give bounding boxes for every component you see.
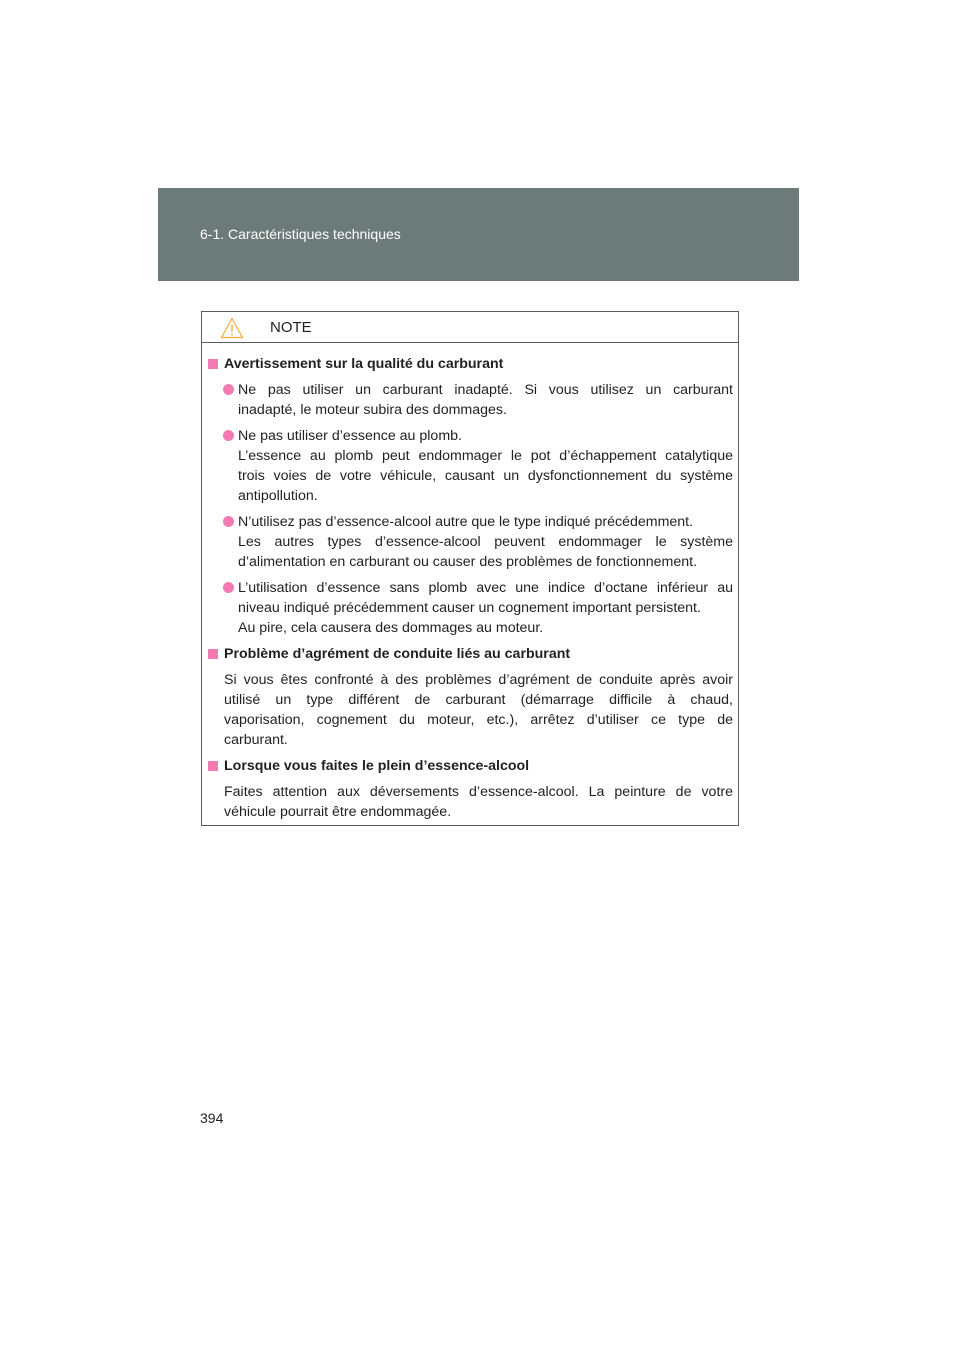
circle-bullet-icon [223, 384, 234, 395]
section-title: 6-1. Caractéristiques techniques [200, 226, 401, 242]
text-line: antipollution. [238, 488, 318, 504]
text-line: niveau indiqué précédemment causer un cognement important persistent. [238, 600, 701, 616]
note-box [201, 311, 739, 826]
list-item [207, 578, 733, 638]
text-line: d’alimentation en carburant ou causer des problèmes de fonctionnement. [238, 554, 698, 570]
text-line: L’utilisation d’essence sans plomb avec une indice d’octane inférieur au [238, 580, 733, 596]
circle-bullet-icon [223, 582, 234, 593]
warning-triangle-icon [220, 317, 244, 339]
text-line: trois voies de votre véhicule, causant un dysfonctionnement du système [238, 468, 733, 484]
list-item [207, 512, 733, 572]
text-line: Au pire, cela causera des dommages au moteur. [238, 620, 544, 636]
list-item [207, 426, 733, 506]
list-item [207, 380, 733, 420]
circle-bullet-icon [223, 516, 234, 527]
text-line: L’essence au plomb peut endommager le pot d’échappement catalytique [238, 448, 733, 464]
text-line: carburant. [224, 732, 288, 748]
paragraph [207, 782, 733, 822]
note-header [202, 312, 738, 343]
text-line: véhicule pourrait être endommagée. [224, 804, 452, 820]
section-heading [207, 756, 733, 776]
paragraph [207, 670, 733, 750]
section-heading-text: Avertissement sur la qualité du carburant [224, 356, 504, 372]
section-heading-text: Lorsque vous faites le plein d’essence-alcool [224, 758, 530, 774]
text-line: vaporisation, cognement du moteur, etc.), arrêtez d’utiliser ce type de [224, 712, 733, 728]
page-number: 394 [200, 1110, 224, 1126]
text-line: Les autres types d’essence-alcool peuvent endommager le système [238, 534, 733, 550]
text-line: inadapté, le moteur subira des dommages. [238, 402, 507, 418]
section-heading-text: Problème d’agrément de conduite liés au carburant [224, 646, 571, 662]
text-line: N’utilisez pas d’essence-alcool autre que le type indiqué précédemment. [238, 514, 694, 530]
note-label: NOTE [270, 319, 312, 336]
text-line: utilisé un type différent de carburant (démarrage difficile à chaud, [224, 692, 733, 708]
text-line: Ne pas utiliser d’essence au plomb. [238, 428, 462, 444]
section-heading [207, 644, 733, 664]
section-heading [207, 354, 733, 374]
square-bullet-icon [208, 649, 218, 659]
header-band [158, 188, 799, 281]
square-bullet-icon [208, 761, 218, 771]
text-line: Ne pas utiliser un carburant inadapté. Si vous utilisez un carburant [238, 382, 733, 398]
text-line: Si vous êtes confronté à des problèmes d’agrément de conduite après avoir [224, 672, 733, 688]
text-line: Faites attention aux déversements d’essence-alcool. La peinture de votre [224, 784, 733, 800]
circle-bullet-icon [223, 430, 234, 441]
square-bullet-icon [208, 359, 218, 369]
note-body [202, 343, 738, 822]
